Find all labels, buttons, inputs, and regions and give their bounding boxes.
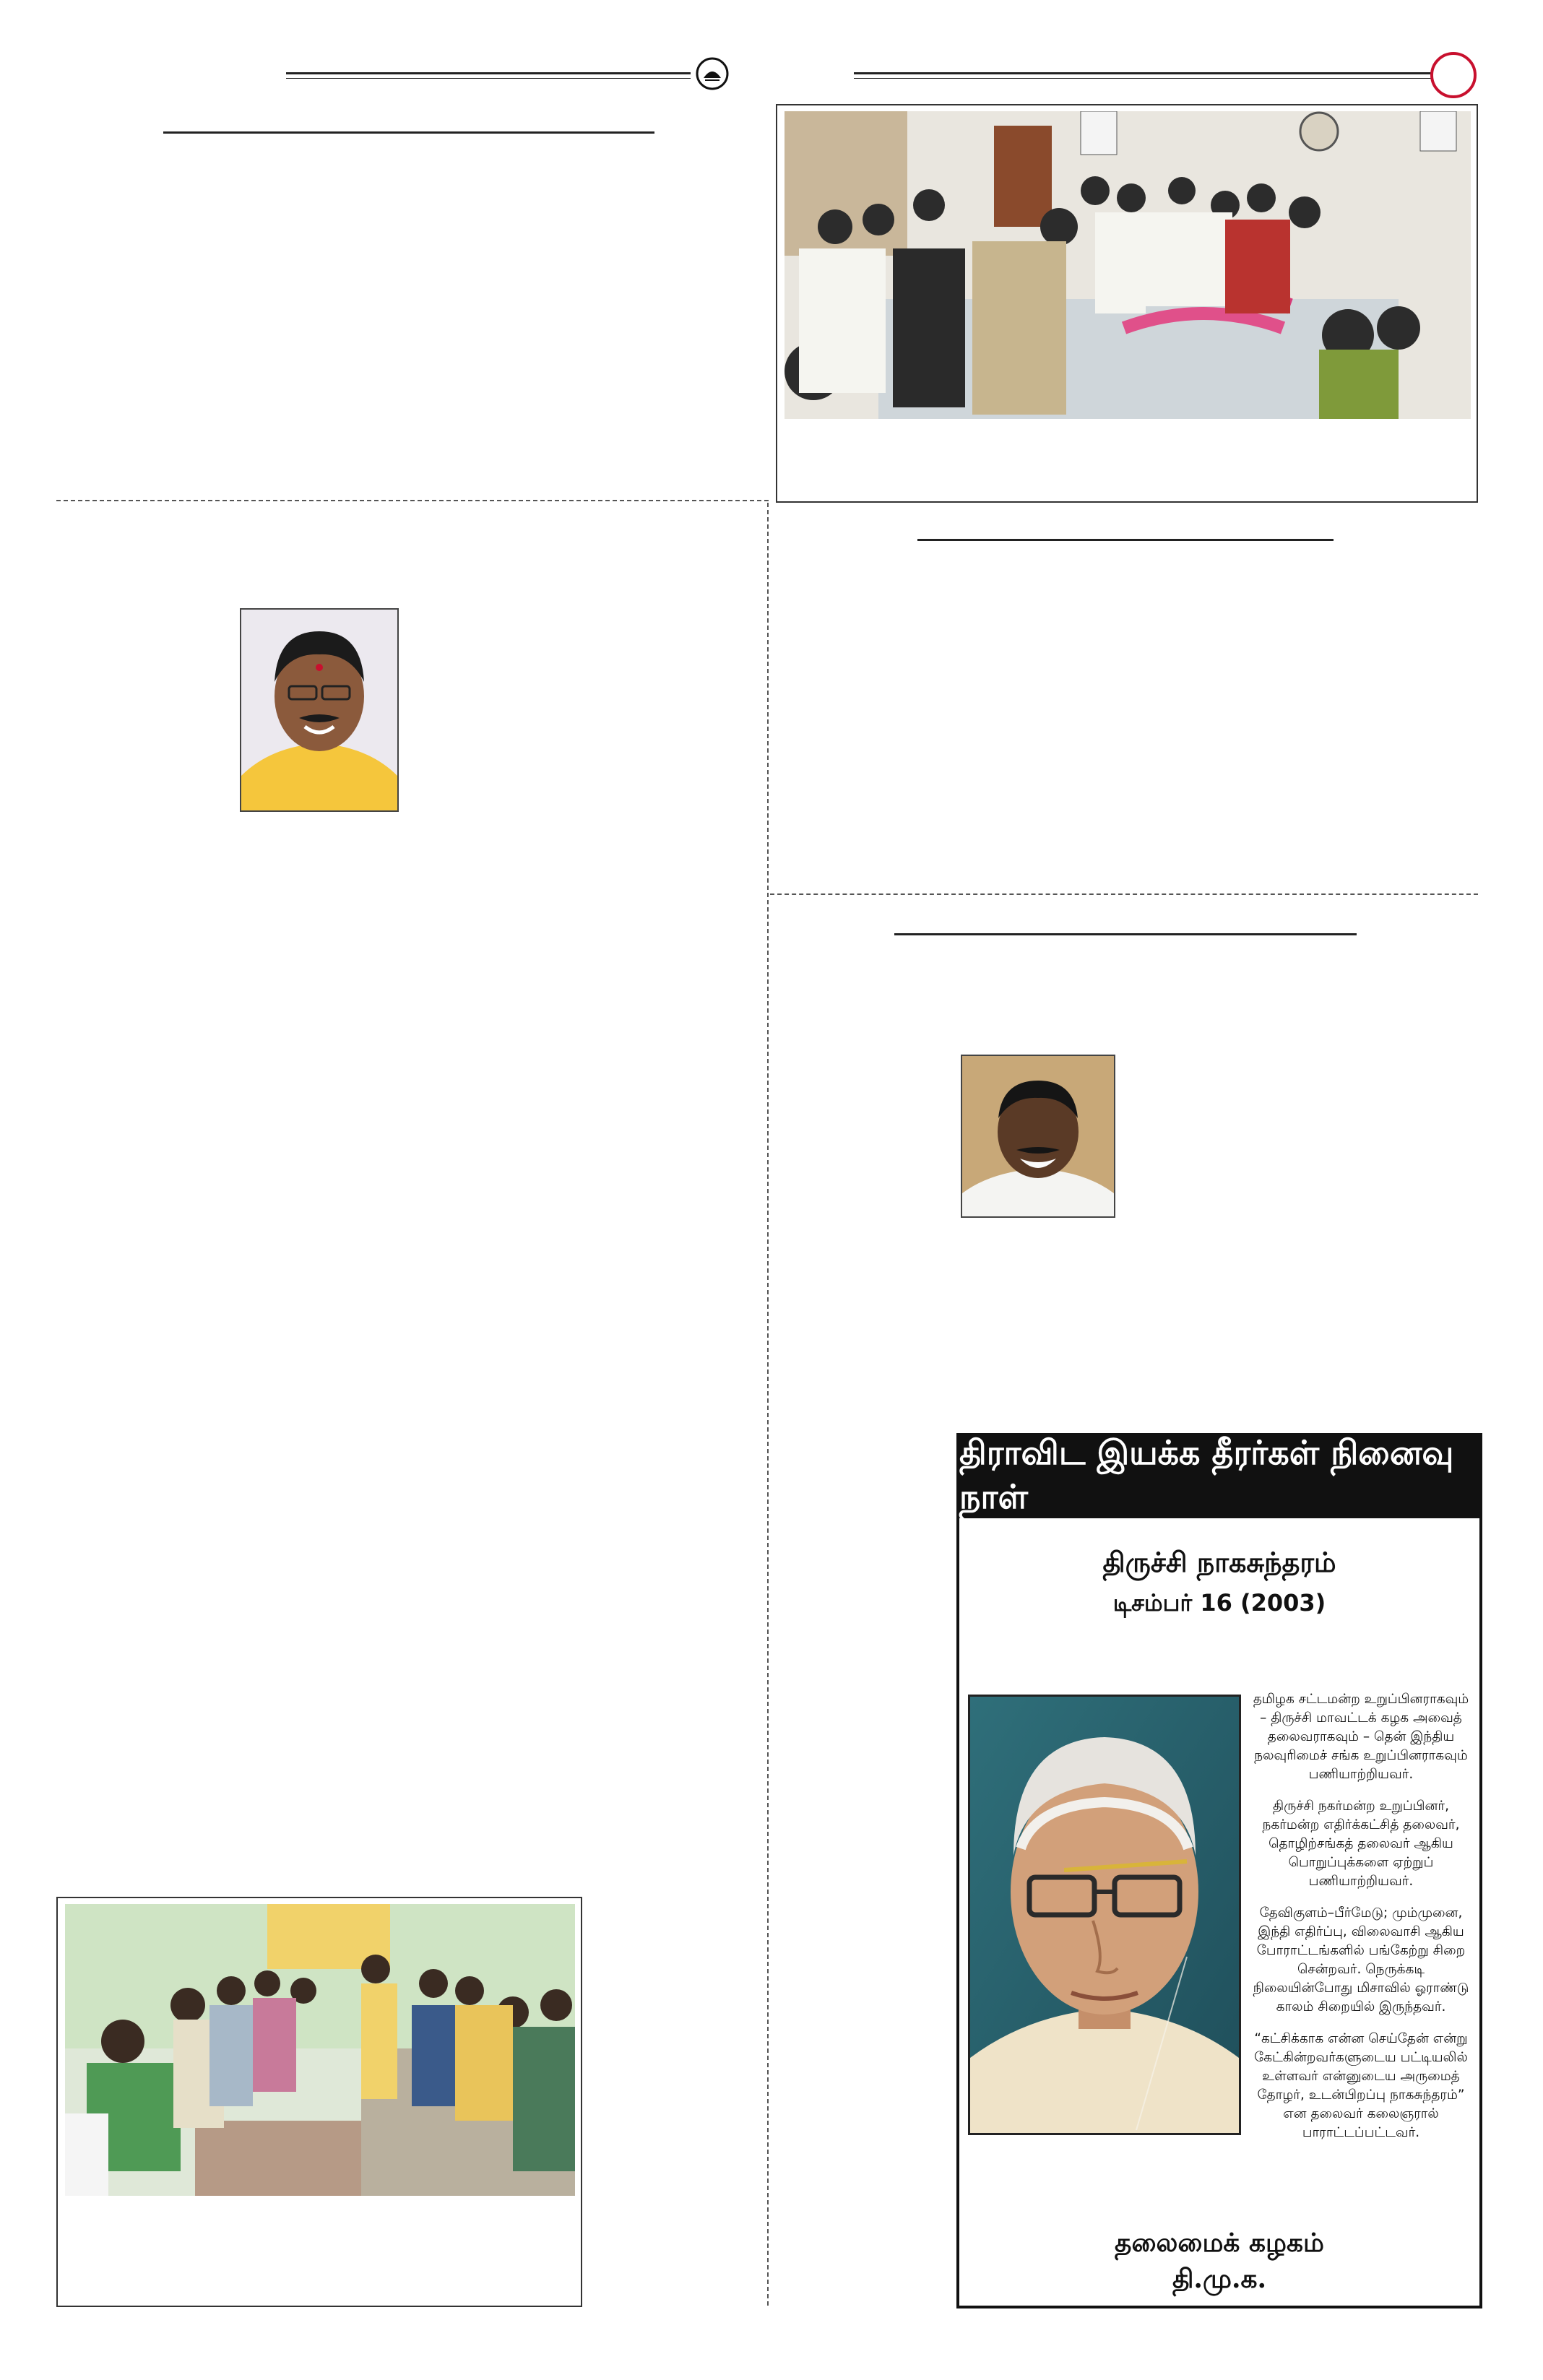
- memorial-banner-title: திராவிட இயக்க தீரர்கள் நினைவு நாள்: [959, 1433, 1454, 1516]
- memorial-name: திருச்சி நாகசுந்தரம்: [1102, 1546, 1336, 1578]
- memorial-footer-line-2: தி.மு.க.: [1172, 2264, 1267, 2294]
- page-number-marker: [1430, 52, 1477, 98]
- rising-sun-emblem-icon: [695, 56, 730, 91]
- memorial-bio: [1248, 1690, 1474, 2155]
- header-rule-left-thin: [286, 78, 691, 79]
- funeral-photo-frame: [776, 104, 1478, 503]
- section-divider-left-top: [56, 500, 769, 501]
- article-heading-rule: [163, 131, 654, 134]
- memorial-bio-paragraph-4: “கட்சிக்காக என்ன செய்தேன் என்று கேட்கின்றவர்களுடைய பட்டியலில் உள்ளவர் என்னுடைய அருமைத் தோழர், உடன்பிறப்பு நாகசுந்தரம்” என தலைவர் கலைஞரால் பாராட்டப்பட்டவர்.: [1254, 2031, 1468, 2140]
- memorial-date: டிசம்பர் 16 (2003): [1112, 1589, 1326, 1617]
- leader-portrait-right: [961, 1055, 1115, 1218]
- memorial-footer-line-1: தலைமைக் கழகம்: [1115, 2228, 1324, 2258]
- memorial-bio-paragraph-2: திருச்சி நகர்மன்ற உறுப்பினர், நகர்மன்ற எதிர்க்கட்சித் தலைவர், தொழிற்சங்கத் தலைவர் ஆகிய பொறுப்புக்களை ஏற்றுப் பணியாற்றியவர்.: [1262, 1799, 1460, 1889]
- memorial-banner: [959, 1433, 1479, 1518]
- memorial-portrait: [968, 1695, 1241, 2135]
- header-rule-left: [286, 72, 691, 74]
- leader-portrait-left: [240, 608, 399, 812]
- article-heading-rule-right-1: [917, 539, 1334, 541]
- meeting-photo: [65, 1904, 575, 2196]
- memorial-bio-paragraph-1: தமிழக சட்டமன்ற உறுப்பினராகவும் – திருச்சி மாவட்டக் கழக அவைத் தலைவராகவும் – தென் இந்திய நலவுரிமைச் சங்க உறுப்பினராகவும் பணியாற்றியவர்.: [1253, 1692, 1469, 1782]
- article-heading-rule-right-2: [894, 933, 1357, 935]
- section-divider-right-middle: [770, 893, 1478, 895]
- memorial-bio-paragraph-3: தேவிகுளம்–பீர்மேடு; மும்முனை, இந்தி எதிர்ப்பு, விலைவாசி ஆகிய போராட்டங்களில் பங்கேற்று சிறை சென்றவர். நெருக்கடி நிலையின்போது மிசாவில் ஓராண்டு காலம் சிறையில் இருந்தவர்.: [1253, 1905, 1469, 2015]
- header-rule-right: [854, 72, 1432, 74]
- funeral-photo: [785, 111, 1471, 419]
- meeting-photo-frame: [56, 1897, 582, 2307]
- header-rule-right-thin: [854, 78, 1432, 79]
- column-divider: [767, 503, 769, 2306]
